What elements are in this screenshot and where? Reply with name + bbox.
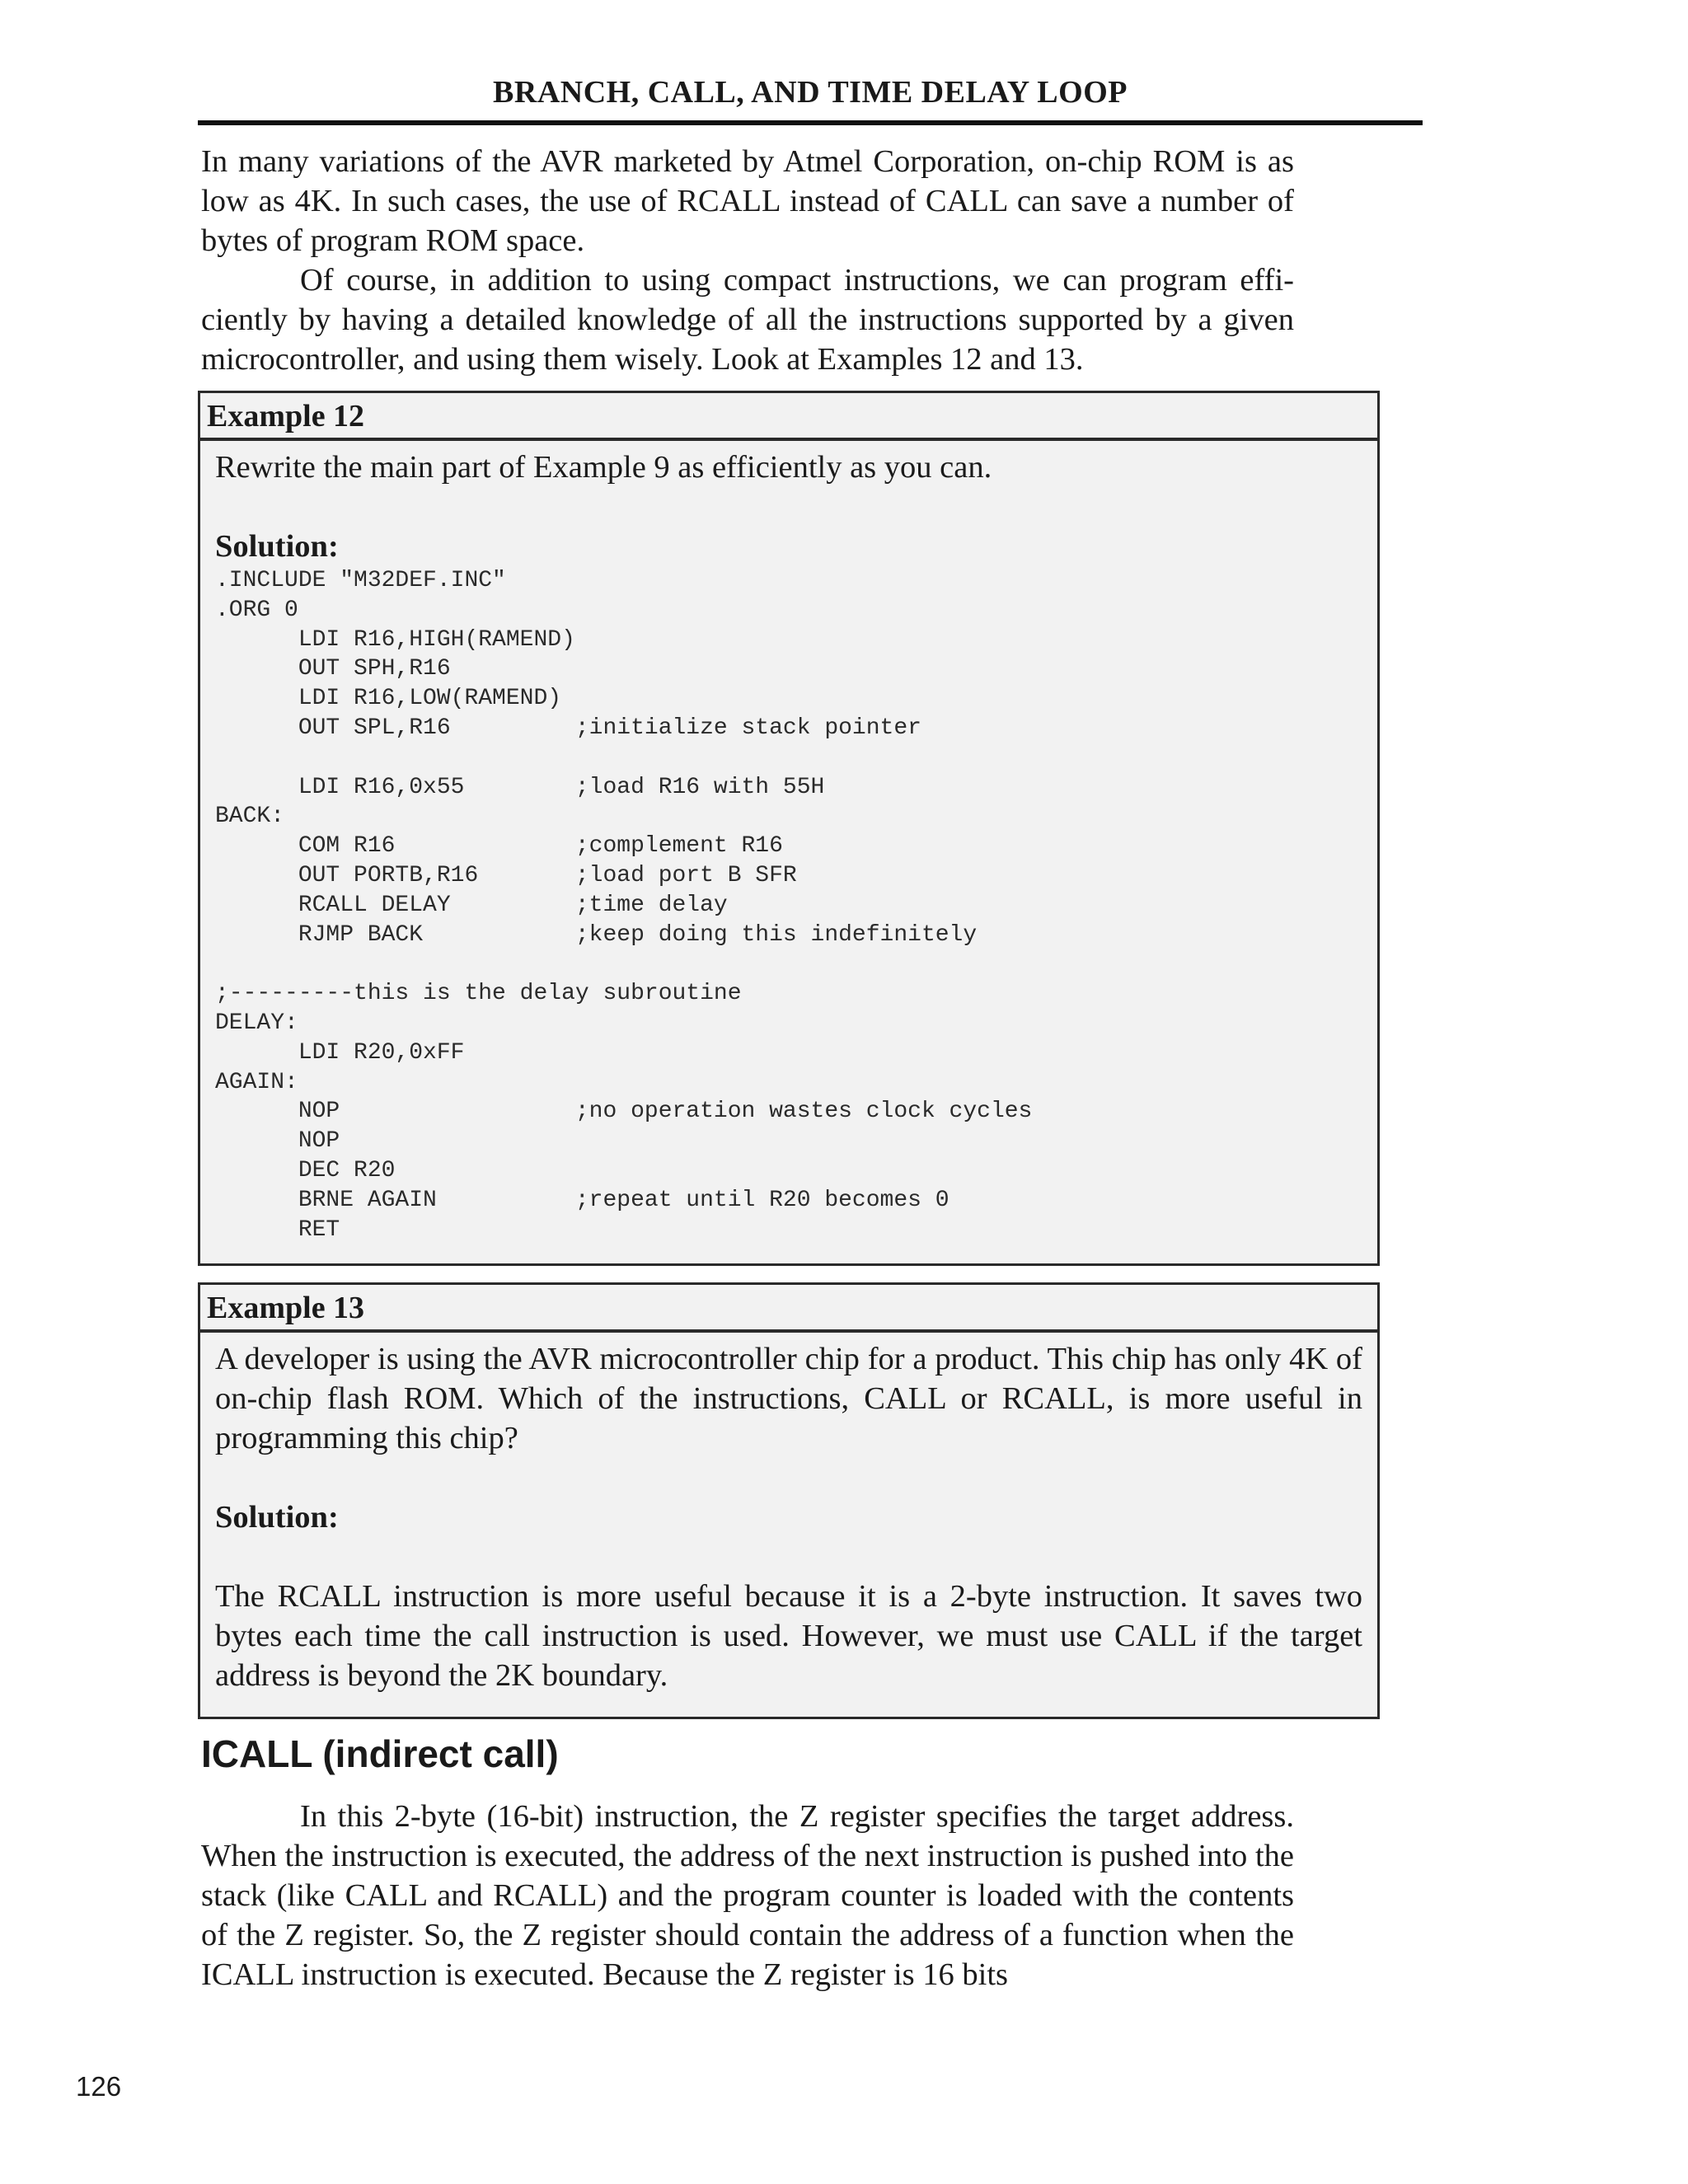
example-12-box [198,391,1380,1266]
header-rule [198,120,1423,125]
icall-paragraph: In this 2-byte (16-bit) instruction, the Z register specifies the target address. When the instruction is executed, the address of the next instruction is pushed into the stack (like CALL and RCALL) and the program counter is loaded with the contents of the Z register. So, the Z register should contain the address of a function when the ICALL instruction is executed. Because the Z register is 16 bits [201,1799,1294,1992]
example-12-code-listing: .INCLUDE "M32DEF.INC" .ORG 0 LDI R16,HIGH(RAMEND) OUT SPH,R16 LDI R16,LOW(RAMEND) OUT SPL,R16 ;initialize stack pointer LDI R16,0x55 ;load R16 with 55H BACK: COM R16 ;complement R16 OUT PORTB,R16 ;load port B SFR RCALL DELAY ;time delay RJMP BACK ;keep doing this indefinitely ;---------this is the delay subroutine DELAY: LDI R20,0xFF AGAIN: NOP ;no operation wastes clock cycles NOP DEC R20 BRNE AGAIN ;repeat until R20 becomes 0 RET [215,568,1033,1243]
example-13-body [200,1333,1377,1707]
example-13-box [198,1282,1380,1719]
running-header-title: BRANCH, CALL, AND TIME DELAY LOOP [493,75,1128,110]
icall-text [201,1797,1294,1994]
intro-text [201,142,1294,379]
example-13-answer: The RCALL instruction is more useful because it is a 2-byte instruction. It saves two bytes each time the call instruction is used. However, we must use CALL if the target address is beyond the 2K boundary. [215,1579,1362,1693]
intro-paragraph-2: Of course, in addition to using compact instructions, we can program efficiently by having a detailed knowledge of all the instructions supported by a given microcontroller, and using them wisely. Look at Examples 12 and 13. [201,263,1294,377]
intro-paragraph-1: In many variations of the AVR marketed by Atmel Corporation, on-chip ROM is as low as 4K. In such cases, the use of RCALL instead of CALL can save a number of bytes of program ROM space. [201,144,1294,258]
section-heading-icall: ICALL (indirect call) [201,1732,559,1775]
example-12-solution-label: Solution: [215,529,339,564]
example-13-title: Example 13 [200,1285,1377,1333]
example-12-body [200,441,1377,1256]
example-13-problem: A developer is using the AVR microcontroller chip for a product. This chip has only 4K of on-chip flash ROM. Which of the instructions, CALL or RCALL, is more useful in programming this chip? [215,1342,1362,1455]
example-13-solution-label: Solution: [215,1500,339,1535]
page-number: 126 [76,2071,122,2102]
example-12-title: Example 12 [200,393,1377,441]
example-12-problem: Rewrite the main part of Example 9 as efficiently as you can. [215,450,992,485]
